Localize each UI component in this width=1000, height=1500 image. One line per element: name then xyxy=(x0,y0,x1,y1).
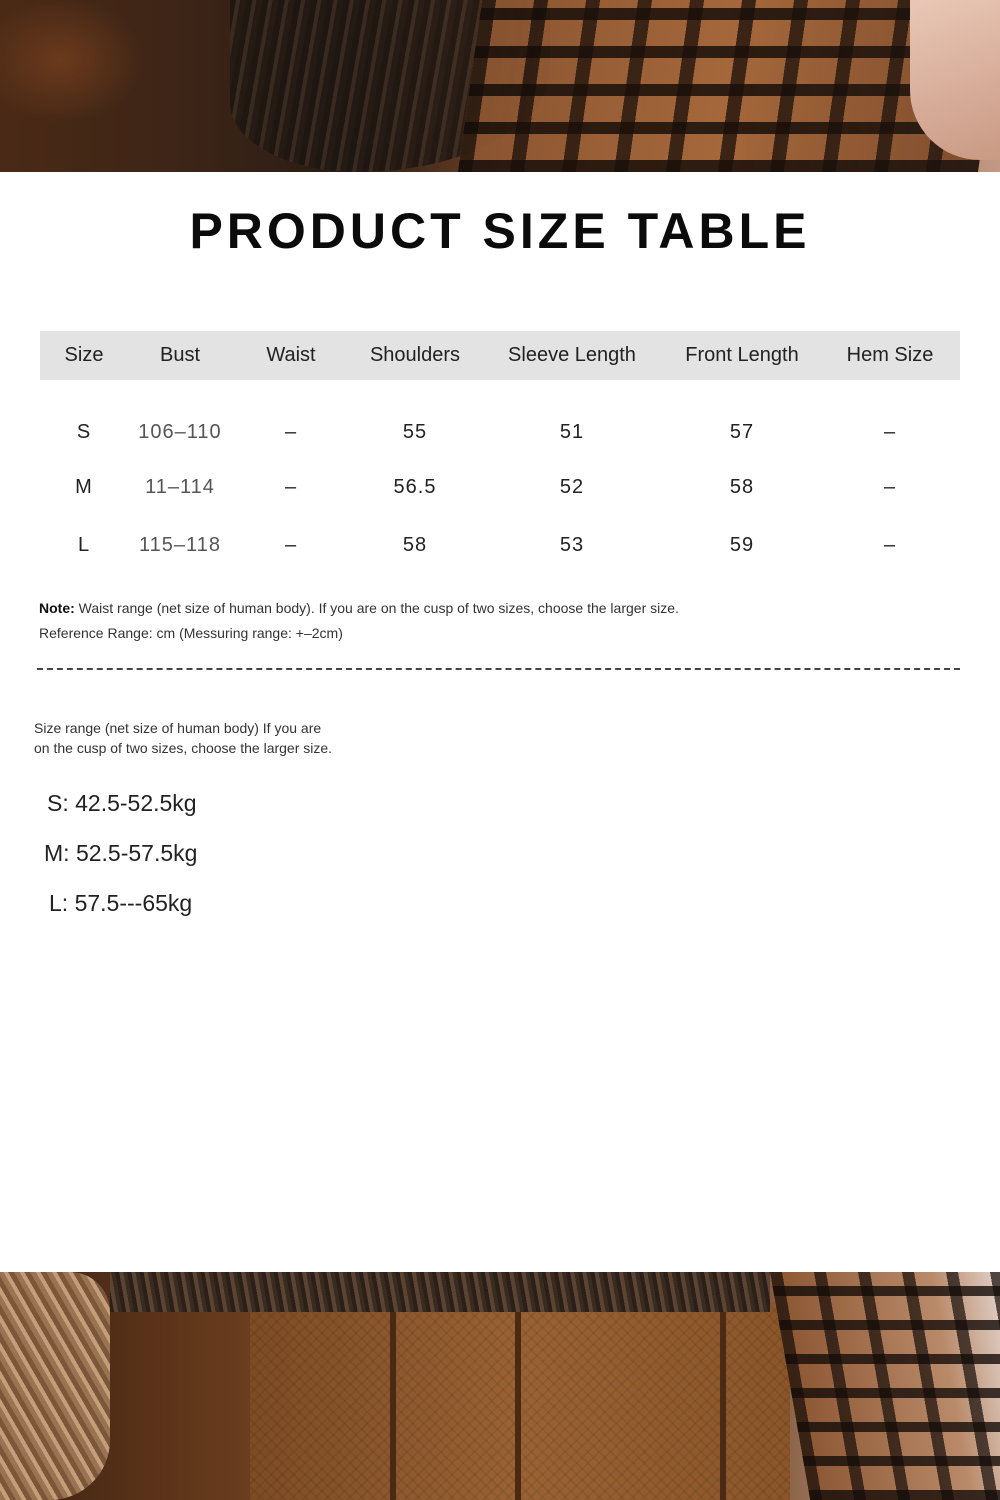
cell-hem-size: – xyxy=(883,533,897,556)
cell-shoulders: 55 xyxy=(402,421,428,443)
bottom-product-photo xyxy=(0,1272,1000,1500)
header-hem-size: Hem Size xyxy=(820,331,960,380)
cell-waist: – xyxy=(284,421,298,443)
page-title: PRODUCT SIZE TABLE xyxy=(189,203,811,259)
plaid-scarf-detail xyxy=(770,1272,1000,1500)
cell-shoulders: 56.5 xyxy=(393,475,437,498)
note-text: Waist range (net size of human body). If you are on the cusp of two sizes, choose the larger size. xyxy=(74,600,679,616)
header-bust: Bust xyxy=(128,331,232,380)
weight-item-s: S: 42.5-52.5kg xyxy=(47,790,197,816)
cell-sleeve-length: 51 xyxy=(559,421,585,443)
cell-sleeve-length: 53 xyxy=(559,533,585,556)
weight-item-m: M: 52.5-57.5kg xyxy=(44,840,198,866)
fur-trim-detail xyxy=(110,1272,770,1312)
cell-front-length: 59 xyxy=(729,533,755,556)
size-range-line-2: on the cusp of two sizes, choose the larger size. xyxy=(34,740,333,756)
cell-size: L xyxy=(77,533,91,556)
fur-cuff-detail xyxy=(0,1272,110,1500)
table-row xyxy=(40,516,960,574)
cell-bust: 106–110 xyxy=(138,421,222,443)
cell-hem-size: – xyxy=(883,421,897,443)
header-shoulders: Shoulders xyxy=(350,331,480,380)
header-front-length: Front Length xyxy=(664,331,820,380)
cell-size: S xyxy=(76,421,92,443)
size-range-line-1: Size range (net size of human body) If you are xyxy=(34,720,322,736)
cell-hem-size: – xyxy=(883,475,897,498)
cell-bust: 115–118 xyxy=(139,533,221,556)
table-row xyxy=(40,380,960,458)
table-row xyxy=(40,458,960,516)
coat-seam xyxy=(390,1312,396,1500)
cell-sleeve-length: 52 xyxy=(559,475,585,498)
dashed-divider xyxy=(37,668,960,670)
header-size: Size xyxy=(40,331,128,380)
size-range-description xyxy=(34,718,364,758)
header-waist: Waist xyxy=(232,331,350,380)
cell-front-length: 57 xyxy=(729,421,755,443)
weight-list xyxy=(44,788,197,938)
note-line-1 xyxy=(39,596,679,621)
cell-waist: – xyxy=(284,475,298,498)
coat-seam xyxy=(515,1312,521,1500)
size-info-panel xyxy=(0,172,1000,1272)
coat-seam xyxy=(720,1312,726,1500)
size-table xyxy=(40,331,960,574)
cell-front-length: 58 xyxy=(729,475,755,498)
note-label: Note: xyxy=(39,600,75,616)
note-line-2: Reference Range: cm (Messuring range: +–2cm) xyxy=(39,625,343,641)
header-sleeve-length: Sleeve Length xyxy=(480,331,664,380)
cell-bust: 11–114 xyxy=(145,475,215,498)
top-product-photo xyxy=(0,0,1000,172)
size-note xyxy=(39,596,679,646)
cell-waist: – xyxy=(284,533,298,556)
table-header-row xyxy=(40,331,960,380)
cell-size: M xyxy=(75,475,93,498)
weight-item-l: L: 57.5---65kg xyxy=(49,890,193,916)
cell-shoulders: 58 xyxy=(402,533,428,556)
